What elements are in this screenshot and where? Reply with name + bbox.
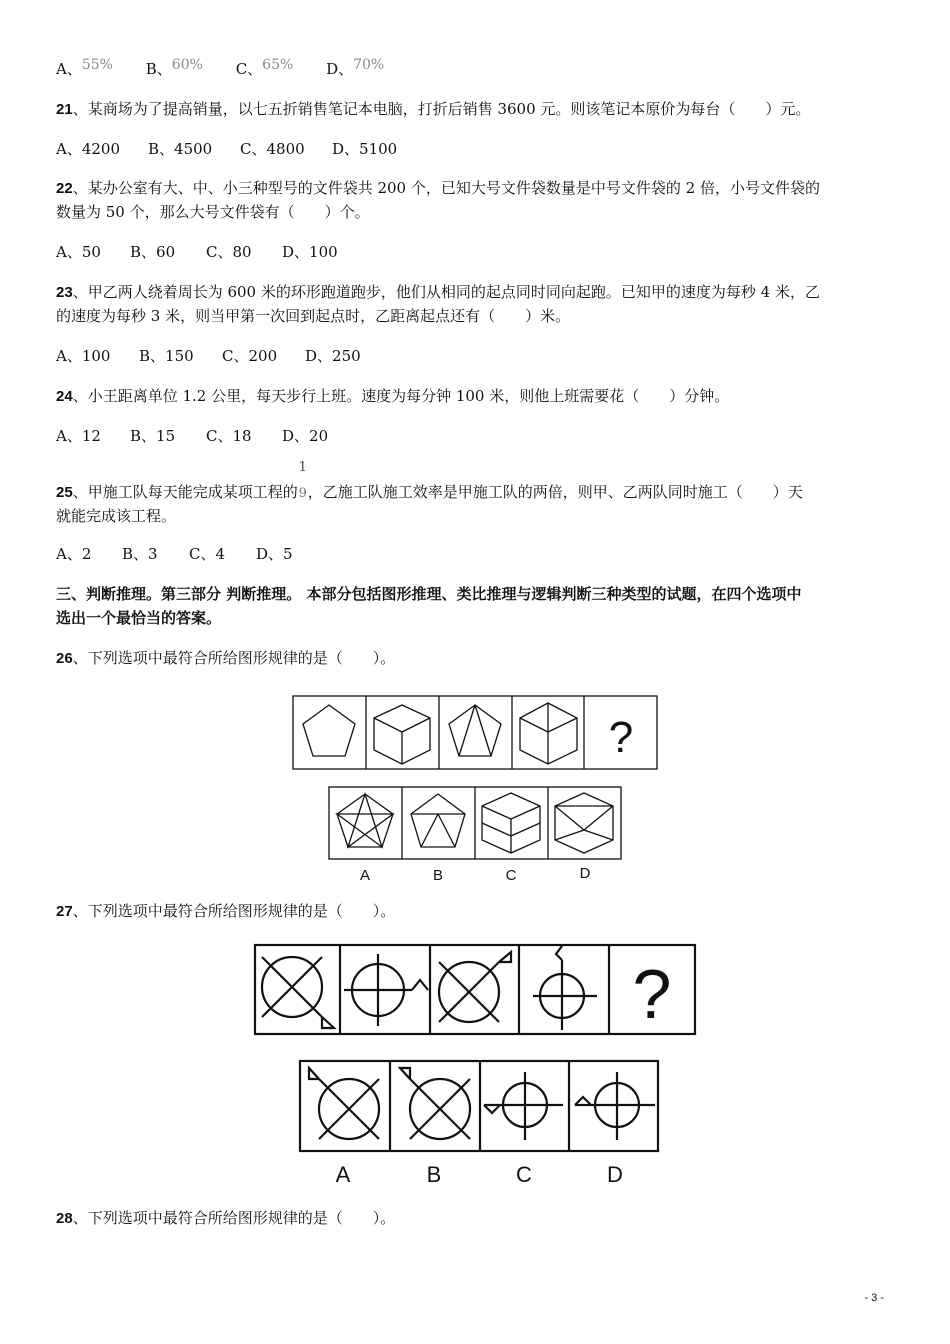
q20-option-b-value: 60% — [171, 57, 203, 73]
q26-hexagon-cube-figure — [520, 703, 577, 764]
q23-option-d: D、250 — [305, 347, 361, 365]
q22-number: 22 — [56, 180, 73, 197]
q27-label-d: D — [607, 1162, 623, 1187]
q27-option-a-figure — [309, 1068, 379, 1139]
q20-option-a-label: A、 — [56, 60, 82, 78]
q23-option-b: B、150 — [139, 347, 194, 365]
q27-figure-4 — [533, 946, 597, 1030]
q26-option-d-figure — [555, 793, 613, 853]
q25-fraction-numerator: 1 — [298, 460, 307, 475]
q21-option-b: B、4500 — [148, 140, 213, 158]
section3-heading-line2: 选出一个最恰当的答案。 — [56, 609, 222, 627]
q27-options-row — [300, 1061, 658, 1151]
q26-label-b: B — [432, 867, 444, 884]
q26-option-c-figure — [482, 793, 540, 853]
q20-option-c-label: C、 — [235, 60, 263, 78]
q21-option-a: A、4200 — [56, 140, 121, 158]
q26-cube-figure — [374, 705, 430, 764]
q26-label-c: C — [505, 867, 517, 884]
q22-option-b: B、60 — [130, 243, 176, 261]
q25-option-c: C、4 — [189, 545, 226, 563]
q22-option-a: A、50 — [56, 243, 101, 261]
q26-option-b-figure — [411, 794, 465, 847]
q25-option-b: B、3 — [122, 545, 158, 563]
q23-number: 23 — [56, 284, 73, 301]
q22-option-d: D、100 — [282, 243, 338, 261]
q24-option-d: D、20 — [282, 427, 329, 445]
q25-stem-line2: 就能完成该工程。 — [56, 507, 177, 525]
q21-number: 21 — [56, 101, 73, 118]
q22-text-line1: 、某办公室有大、中、小三种型号的文件袋共 200 个，已知大号文件袋数量是中号文件袋的 2 倍，小号文件袋的 — [72, 179, 820, 197]
q26-label-d: D — [579, 865, 591, 882]
q28-stem — [56, 1207, 395, 1230]
q26-pentagon-triangle-figure — [449, 705, 501, 756]
q27-option-d-figure — [575, 1072, 655, 1140]
q27-stem — [56, 900, 395, 923]
q25-option-d: D、5 — [256, 545, 293, 563]
q23-stem-line2: 的速度为每秒 3 米，则当甲第一次回到起点时，乙距离起点还有（ ）米。 — [56, 307, 571, 325]
q25-text-b: ，乙施工队施工效率是甲施工队的两倍，则甲、乙两队同时施工（ ）天 — [307, 483, 803, 501]
q24-text: 、小王距离单位 1.2 公里，每天步行上班。速度为每分钟 100 米，则他上班需要花（ ）分钟。 — [72, 387, 730, 405]
q28-number: 28 — [56, 1210, 73, 1227]
q27-question-mark: ? — [632, 955, 672, 1033]
q20-option-d-label: D、 — [326, 60, 354, 78]
q27-figure-2 — [344, 954, 428, 1026]
q26-question-mark: ? — [608, 713, 634, 762]
q27-figure-1 — [262, 957, 334, 1028]
q27-label-c: C — [516, 1162, 532, 1187]
q27-figure-3 — [439, 952, 511, 1022]
q24-option-c: C、18 — [206, 427, 252, 445]
q26-question-row — [293, 696, 657, 769]
q20-option-b-label: B、 — [145, 60, 172, 78]
q21-text: 、某商场为了提高销量，以七五折销售笔记本电脑，打折后销售 3600 元。则该笔记本原价为每台（ ）元。 — [72, 100, 811, 118]
q23-text-line1: 、甲乙两人绕着周长为 600 米的环形跑道跑步，他们从相同的起点同时同向起跑。已知甲的速度为每秒 4 米，乙 — [72, 283, 820, 301]
q24-option-a: A、12 — [56, 427, 101, 445]
q25-fraction-denominator: 9 — [298, 486, 307, 501]
q23-option-a: A、100 — [56, 347, 111, 365]
q26-label-a: A — [359, 867, 371, 884]
page-number: - 3 - — [864, 1292, 884, 1304]
q28-text: 、下列选项中最符合所给图形规律的是（ ）。 — [72, 1209, 396, 1227]
q26-options-row — [329, 787, 621, 859]
q27-label-b: B — [426, 1162, 442, 1187]
q26-number: 26 — [56, 650, 73, 667]
q20-option-d-value: 70% — [353, 57, 385, 73]
q20-option-a-value: 55% — [81, 57, 113, 73]
section3-heading-line1: 三、判断推理。第三部分 判断推理。 本部分包括图形推理、类比推理与逻辑判断三种类型的试题，在四个选项中 — [56, 585, 802, 603]
q26-text: 、下列选项中最符合所给图形规律的是（ ）。 — [72, 649, 396, 667]
q22-option-c: C、80 — [206, 243, 252, 261]
q23-option-c: C、200 — [222, 347, 278, 365]
q27-question-row — [255, 945, 695, 1034]
q27-number: 27 — [56, 903, 73, 920]
q25-text-a: 、甲施工队每天能完成某项工程的 — [72, 483, 298, 501]
q25-option-a: A、2 — [56, 545, 92, 563]
q27-option-c-figure — [484, 1072, 563, 1140]
q21-option-d: D、5100 — [332, 140, 398, 158]
q21-option-c: C、4800 — [240, 140, 305, 158]
q26-option-a-figure — [337, 794, 393, 847]
q25-number: 25 — [56, 484, 73, 501]
q27-label-a: A — [335, 1162, 351, 1187]
q26-pentagon-figure — [303, 705, 355, 756]
q24-number: 24 — [56, 388, 73, 405]
q24-option-b: B、15 — [130, 427, 176, 445]
q27-option-b-figure — [400, 1068, 470, 1139]
q20-option-c-value: 65% — [262, 57, 294, 73]
q27-text: 、下列选项中最符合所给图形规律的是（ ）。 — [72, 902, 396, 920]
q22-stem-line2: 数量为 50 个，那么大号文件袋有（ ）个。 — [56, 203, 370, 221]
